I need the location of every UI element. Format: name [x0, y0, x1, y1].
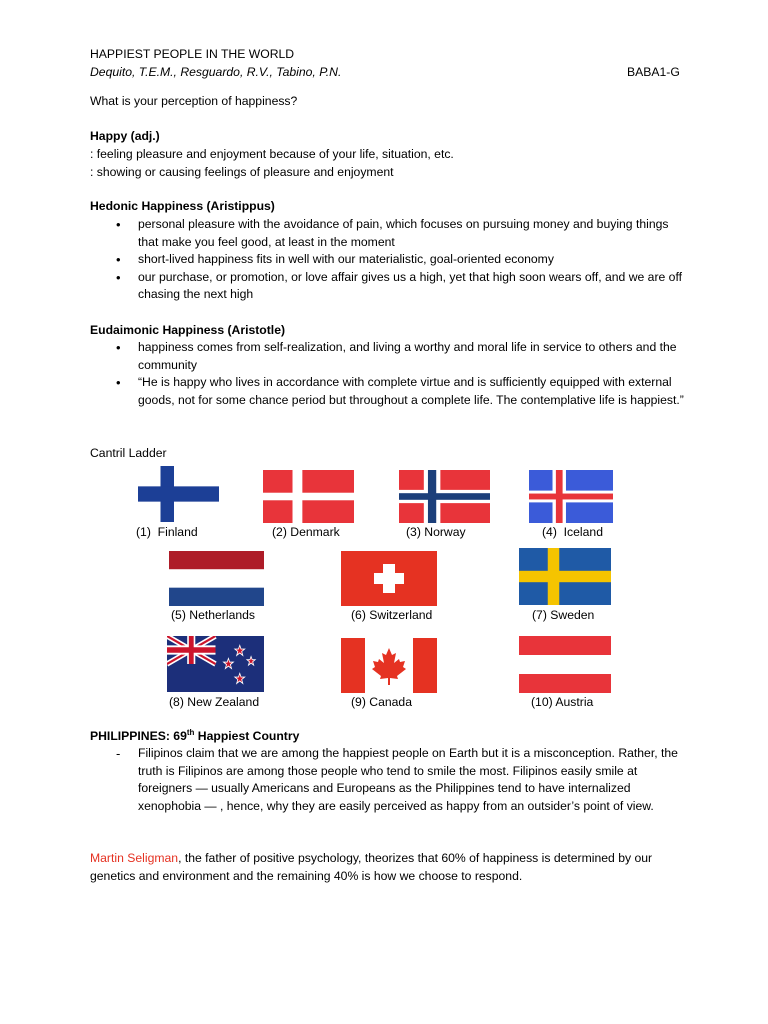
eudaimonic-heading: Eudaimonic Happiness (Aristotle) — [90, 323, 286, 337]
country-caption-2: (2) Denmark — [272, 525, 340, 539]
country-caption-5: (5) Netherlands — [171, 608, 255, 622]
country-caption-3: (3) Norway — [406, 525, 466, 539]
hedonic-bullet-2: • short-lived happiness fits in well with our materialistic, goal-oriented economy — [90, 251, 690, 269]
seligman-paragraph — [90, 850, 692, 885]
iceland-flag-icon — [529, 470, 613, 523]
hedonic-bullet-list — [90, 216, 690, 304]
opening-question: What is your perception of happiness? — [90, 94, 298, 108]
seligman-name: Martin Seligman — [90, 851, 179, 865]
sweden-flag-icon — [519, 548, 611, 605]
hedonic-bullet-1: • personal pleasure with the avoidance of pain, which focuses on pursuing money and buying things that make you feel good, at least in the moment — [90, 216, 690, 251]
norway-flag-icon — [399, 470, 490, 523]
definition-sense-1: : feeling pleasure and enjoyment because of your life, situation, etc. — [90, 147, 454, 161]
philippines-heading-suffix: Happiest Country — [194, 729, 300, 743]
canada-flag-icon — [341, 638, 437, 693]
definition-term: Happy (adj.) — [90, 129, 160, 143]
country-caption-4: (4) Iceland — [542, 525, 603, 539]
country-caption-10: (10) Austria — [531, 695, 594, 709]
philippines-heading-sup: th — [186, 727, 195, 737]
finland-flag-icon — [138, 466, 219, 522]
country-caption-7: (7) Sweden — [532, 608, 595, 622]
philippines-heading-prefix: PHILIPPINES: 69 — [90, 729, 187, 743]
country-caption-1: (1) Finland — [136, 525, 198, 539]
eudaimonic-bullet-list — [90, 339, 692, 409]
authors-line: Dequito, T.E.M., Resguardo, R.V., Tabino, P.N. — [90, 65, 342, 79]
seligman-text: , the father of positive psychology, theorizes that 60% of happiness is determined by our genetics and environment and the remaining 40% is how we choose to respond. — [90, 851, 653, 883]
eudaimonic-bullet-1: • happiness comes from self-realization, and living a worthy and moral life in service to others and the community — [90, 339, 692, 374]
switzerland-flag-icon — [341, 551, 437, 606]
document-title: HAPPIEST PEOPLE IN THE WORLD — [90, 47, 295, 61]
country-caption-8: (8) New Zealand — [169, 695, 260, 709]
denmark-flag-icon — [263, 470, 354, 523]
philippines-list — [90, 745, 692, 815]
hedonic-heading: Hedonic Happiness (Aristippus) — [90, 199, 275, 213]
hedonic-bullet-3: • our purchase, or promotion, or love affair gives us a high, yet that high soon wears off, and we are off chasing the next high — [90, 269, 690, 304]
country-caption-6: (6) Switzerland — [351, 608, 433, 622]
eudaimonic-bullet-2: • “He is happy who lives in accordance with complete virtue and is sufficiently equipped with external goods, not for some chance period but throughout a complete life. The contemplative life is happiest.” — [90, 374, 692, 409]
section-code: BABA1-G — [627, 65, 680, 79]
cantril-ladder-heading: Cantril Ladder — [90, 446, 167, 460]
country-caption-9: (9) Canada — [351, 695, 412, 709]
new-zealand-flag-icon — [167, 636, 264, 692]
philippines-heading — [90, 728, 299, 746]
netherlands-flag-icon — [169, 551, 264, 606]
philippines-paragraph: - Filipinos claim that we are among the happiest people on Earth but it is a misconception. Rather, the truth is Filipinos are among those people who tend to smile the most. Filipinos easily smile at foreigners — usually Americans and Europeans as the Philippines tend to have internalized xenophobia — , hence, why they are easily perceived as happy from an outsider’s point of view. — [90, 745, 692, 815]
austria-flag-icon — [519, 636, 611, 693]
definition-sense-2: : showing or causing feelings of pleasure and enjoyment — [90, 165, 394, 179]
